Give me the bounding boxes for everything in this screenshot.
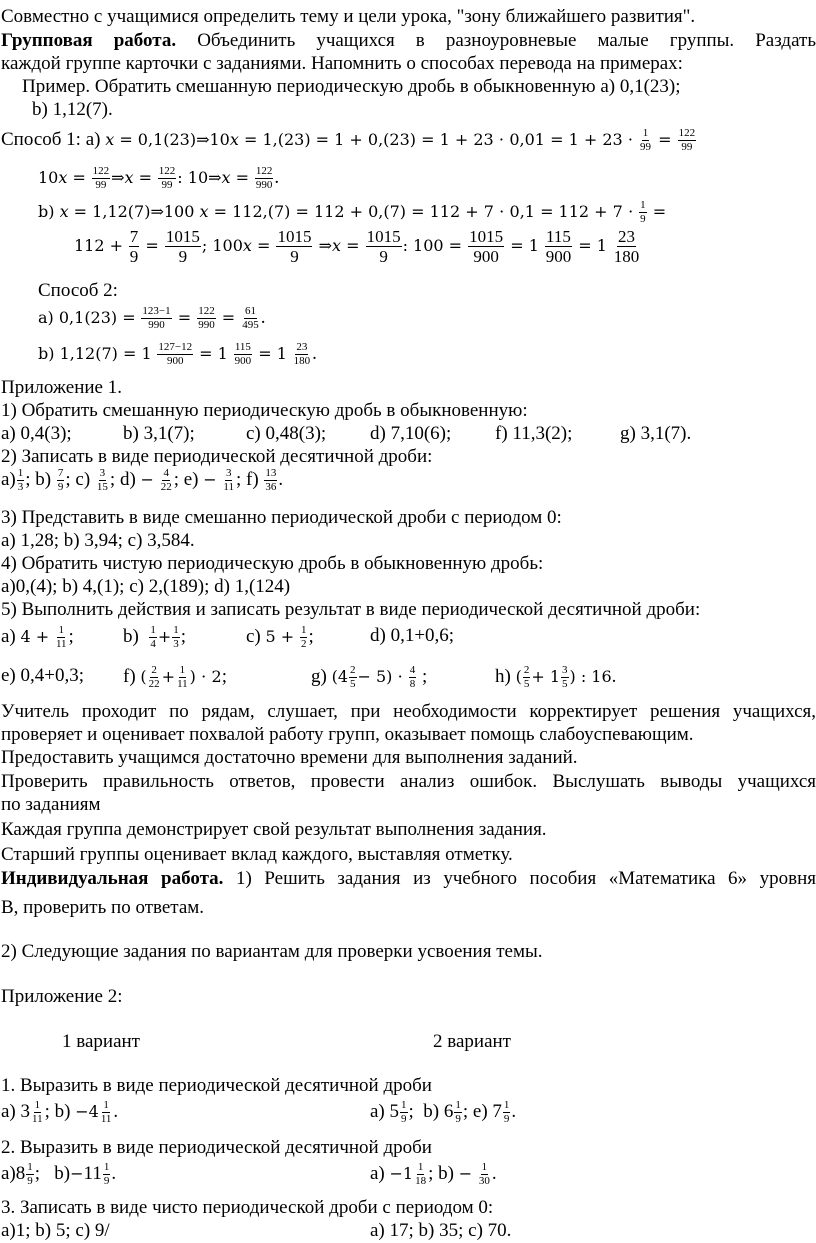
teacher-line-1: Учитель проходит по рядам, слушает, при необходимости корректирует решения учащихся, [1,701,816,722]
appendix2-task3-v2: а) 17; b) 35; c) 70. [370,1220,512,1241]
appendix2-task3-v1: а)1; b) 5; c) 9/ [1,1220,110,1241]
individual-title: Индивидуальная работа. [1,868,224,889]
fraction: $\frac{1}{99}$ [640,127,651,153]
fraction: $\frac{122}{99}$ [678,127,696,153]
teacher-line-6: Каждая группа демонстрирует свой результат выполнения задания. [1,819,547,840]
method2-label: Способ 2: [38,280,118,301]
example-line-1: Пример. Обратить смешанную периодическую дробь в обыкновенную а) 0,1(23); [22,76,681,97]
teacher-line-3: Предоставить учащимся достаточно времени для выполнения заданий. [1,747,578,768]
appendix2-title: Приложение 2: [1,986,123,1007]
intro-line: Совместно с учащимися определить тему и цели урока, "зону ближайшего развития". [1,6,696,27]
teacher-line-2: проверяет и оценивает похвалой работу групп, оказывает помощь слабоуспевающим. [1,724,694,745]
individual-line-1: Индивидуальная работа. 1) Решить задания из учебного пособия «Математика 6» уровня [1,868,816,889]
teacher-line-5: по заданиям [1,794,101,815]
group-work-title: Групповая работа. [1,30,177,51]
appendix2-task3: 3. Записать в виде чисто периодической дроби с периодом 0: [1,1197,494,1218]
appendix1-task4-items: а)0,(4); b) 4,(1); c) 2,(189); d) 1,(124) [1,576,291,597]
method1-line-b2: 112 + $\frac{7}{9}$ = $\frac{1015}{9}$ ; 100𝑥 = $\frac{1015}{9}$ ⇒𝑥 = $\frac{1015}{9}$ : 100 = $\frac{1015}{900}$ = 1 $\frac{115}{900}$ = 1 $\frac{23}{180}$ [74,227,640,266]
teacher-line-7: Старший группы оценивает вклад каждого, выставляя отметку. [1,844,513,865]
appendix1-task5: 5) Выполнить действия и записать результат в виде периодической десятичной дроби: [1,599,701,620]
appendix2-task2: 2. Выразить в виде периодической десятичной дроби [1,1137,432,1158]
appendix1-task1: 1) Обратить смешанную периодическую дробь в обыкновенную: [1,400,528,421]
variant1-header: 1 вариант [62,1031,140,1052]
appendix2-task2-v2: а) −1 $\frac{1}{18}$ ; b) − $\frac{1}{30}$ . [370,1161,497,1187]
document-page: Совместно с учащимися определить тему и цели урока, "зону ближайшего развития". Групповая работа. Объединить учащихся в разноуровневые малые группы. Раздать каждой группе карточки с заданиями. Напомнить о способах перевода на примерах: Пример. Обратить смешанную периодическую дробь в обыкновенную а) 0,1(23); b) 1,12(7). Способ 1: а) 𝑥 = 0,1(23)⇒10𝑥 = 1,(23) = 1 + 0,(23) = 1 + 23 ⋅ 0,01 = 1 + 23 ⋅ $\frac{1}{99}$ = $\frac{122}{99}$ 10𝑥 = $\frac{122}{99}$ ⇒𝑥 = $\frac{122}{99}$ : 10⇒𝑥 = $\frac{122}{990}$ . b) 𝑥 = 1,12(7)⇒100 𝑥 = 112,(7) = 112 + 0,(7) = 112 + 7 ⋅ 0,1 = 112 + 7 ⋅ $\frac{1}{9}$ = 112 + $\frac{7}{9}$ = $\frac{1015}{9}$ ; 100𝑥 = $\frac{1015}{9}$ ⇒𝑥 = $\frac{1015}{9}$ : 100 = $\frac{1015}{900}$ = 1 $\frac{115}{900}$ = 1 $\frac{23}{180}$ Способ 2: а) 0,1(23) = $\frac{123-1}{990}$ = $\frac{122}{990}$ = $\frac{61}{495}$ . b) 1,12(7) = 1 $\frac{127-12}{900}$ = 1 $\frac{115}{900}$ = 1 $\frac{23}{180}$ . Приложение 1. 1) Обратить смешанную периодическую дробь в обыкновенную: а) 0,4(3); b) 3,1(7); c) 0,48(3); d) 7,10(6); f) 11,3(2); g) 3,1(7). 2) Записать в виде периодической десятичной дроби: а) $\frac{1}{3}$ ; b) $\frac{7}{9}$ ; c) $\frac{3}{15}$ ; d) − $\frac{4}{22}$ ; e) − $\frac{3}{11}$ ; f) $\frac{13}{36}$ . 3) Представить в виде смешанно периодической дроби с периодом 0: а) 1,28; b) 3,94; c) 3,584. 4) Обратить чистую периодическую дробь в обыкновенную дробь: а)0,(4); b) 4,(1); c) 2,(189); d) 1,(124) 5) Выполнить действия и записать результат в виде периодической десятичной дроби: а) 4 + $\frac{1}{11}$ ; b) $\frac{1}{4}$ + $\frac{1}{3}$ ; c) 5 + $\frac{1}{2}$ ; d) 0,1+0,6; e) 0,4+0,3; f) ( $\frac{2}{22}$ + $\frac{1}{11}$ ) ⋅ 2; g) (4 $\frac{2}{5}$ − 5) ⋅ $\frac{4}{8}$ ; h) ( $\frac{2}{5}$ + 1 $\frac{3}{5}$ ) : 16. Учитель проходит по рядам, слушает, при необходимости корректирует решения учащихся, проверяет и оценивает похвалой работу групп, оказывает помощь слабоуспевающим. Предоставить учащимся достаточно времени для выполнения заданий. Проверить правильность ответов, провести анализ ошибок. Выслушать выводы учащихся по заданиям Каждая группа демонстрирует свой результат выполнения задания. Старший группы оценивает вклад каждого, выставляя отметку. Индивидуальная работа. 1) Решить задания из учебного пособия «Математика 6» уровня В, проверить по ответам. 2) Следующие задания по вариантам для проверки усвоения темы. Приложение 2: 1 вариант 2 вариант 1. Выразить в виде периодической десятичной дроби а) 3 $\frac{1}{11}$ ; b) −4 $\frac{1}{11}$ . а) 5 $\frac{1}{9}$ ; b) 6 $\frac{1}{9}$ ; e) 7 $\frac{1}{9}$ . 2. Выразить в виде периодической десятичной дроби а)8 $\frac{1}{9}$ ; b)−11 $\frac{1}{9}$ . а) −1 $\frac{1}{18}$ ; b) − $\frac{1}{30}$ . 3. Записать в виде чисто периодической дроби с периодом 0: а)1; b) 5; c) 9/ а) 17; b) 35; c) 70. [1,6,816,1241]
method2-line-a: а) 0,1(23) = $\frac{123-1}{990}$ = $\frac{122}{990}$ = $\frac{61}{495}$ . [38,305,266,331]
teacher-line-4: Проверить правильность ответов, провести анализ ошибок. Выслушать выводы учащихся [1,771,816,792]
group-work-line-2: каждой группе карточки с заданиями. Напомнить о способах перевода на примерах: [1,53,683,74]
method1-line-a1: Способ 1: а) 𝑥 = 0,1(23)⇒10𝑥 = 1,(23) = 1 + 0,(23) = 1 + 23 ⋅ 0,01 = 1 + 23 ⋅ $\frac{1}{99}$ = $\frac{122}{99}$ [1,127,696,153]
method1-line-b1: b) 𝑥 = 1,12(7)⇒100 𝑥 = 112,(7) = 112 + 0,(7) = 112 + 7 ⋅ 0,1 = 112 + 7 ⋅ $\frac{1}{9}$ = [38,199,667,225]
appendix1-task3-items: а) 1,28; b) 3,94; c) 3,584. [1,530,195,551]
appendix1-task4: 4) Обратить чистую периодическую дробь в обыкновенную дробь: [1,553,544,574]
appendix1-task2-items: а) $\frac{1}{3}$ ; b) $\frac{7}{9}$ ; c) $\frac{3}{15}$ ; d) − $\frac{4}{22}$ ; e) − $\frac{3}{11}$ ; f) $\frac{13}{36}$ . [1,467,284,493]
appendix1-task2: 2) Записать в виде периодической десятичной дроби: [1,446,433,467]
variant2-header: 2 вариант [433,1031,511,1052]
appendix2-task1-v2: а) 5 $\frac{1}{9}$ ; b) 6 $\frac{1}{9}$ ; e) 7 $\frac{1}{9}$ . [370,1099,517,1125]
group-work-line-1: Групповая работа. Объединить учащихся в разноуровневые малые группы. Раздать [1,30,816,51]
appendix1-task3: 3) Представить в виде смешанно периодической дроби с периодом 0: [1,507,562,528]
appendix2-task1: 1. Выразить в виде периодической десятичной дроби [1,1075,432,1096]
example-line-2: b) 1,12(7). [32,99,113,120]
individual-line-2: В, проверить по ответам. [1,897,205,918]
individual-line-3: 2) Следующие задания по вариантам для проверки усвоения темы. [1,941,543,962]
method1-line-a2: 10𝑥 = $\frac{122}{99}$ ⇒𝑥 = $\frac{122}{99}$ : 10⇒𝑥 = $\frac{122}{990}$ . [38,165,280,191]
appendix2-task2-v1: а)8 $\frac{1}{9}$ ; b)−11 $\frac{1}{9}$ . [1,1161,117,1187]
appendix2-task1-v1: а) 3 $\frac{1}{11}$ ; b) −4 $\frac{1}{11}$ . [1,1099,119,1125]
method2-line-b: b) 1,12(7) = 1 $\frac{127-12}{900}$ = 1 $\frac{115}{900}$ = 1 $\frac{23}{180}$ . [38,341,317,367]
appendix1-title: Приложение 1. [1,377,122,398]
